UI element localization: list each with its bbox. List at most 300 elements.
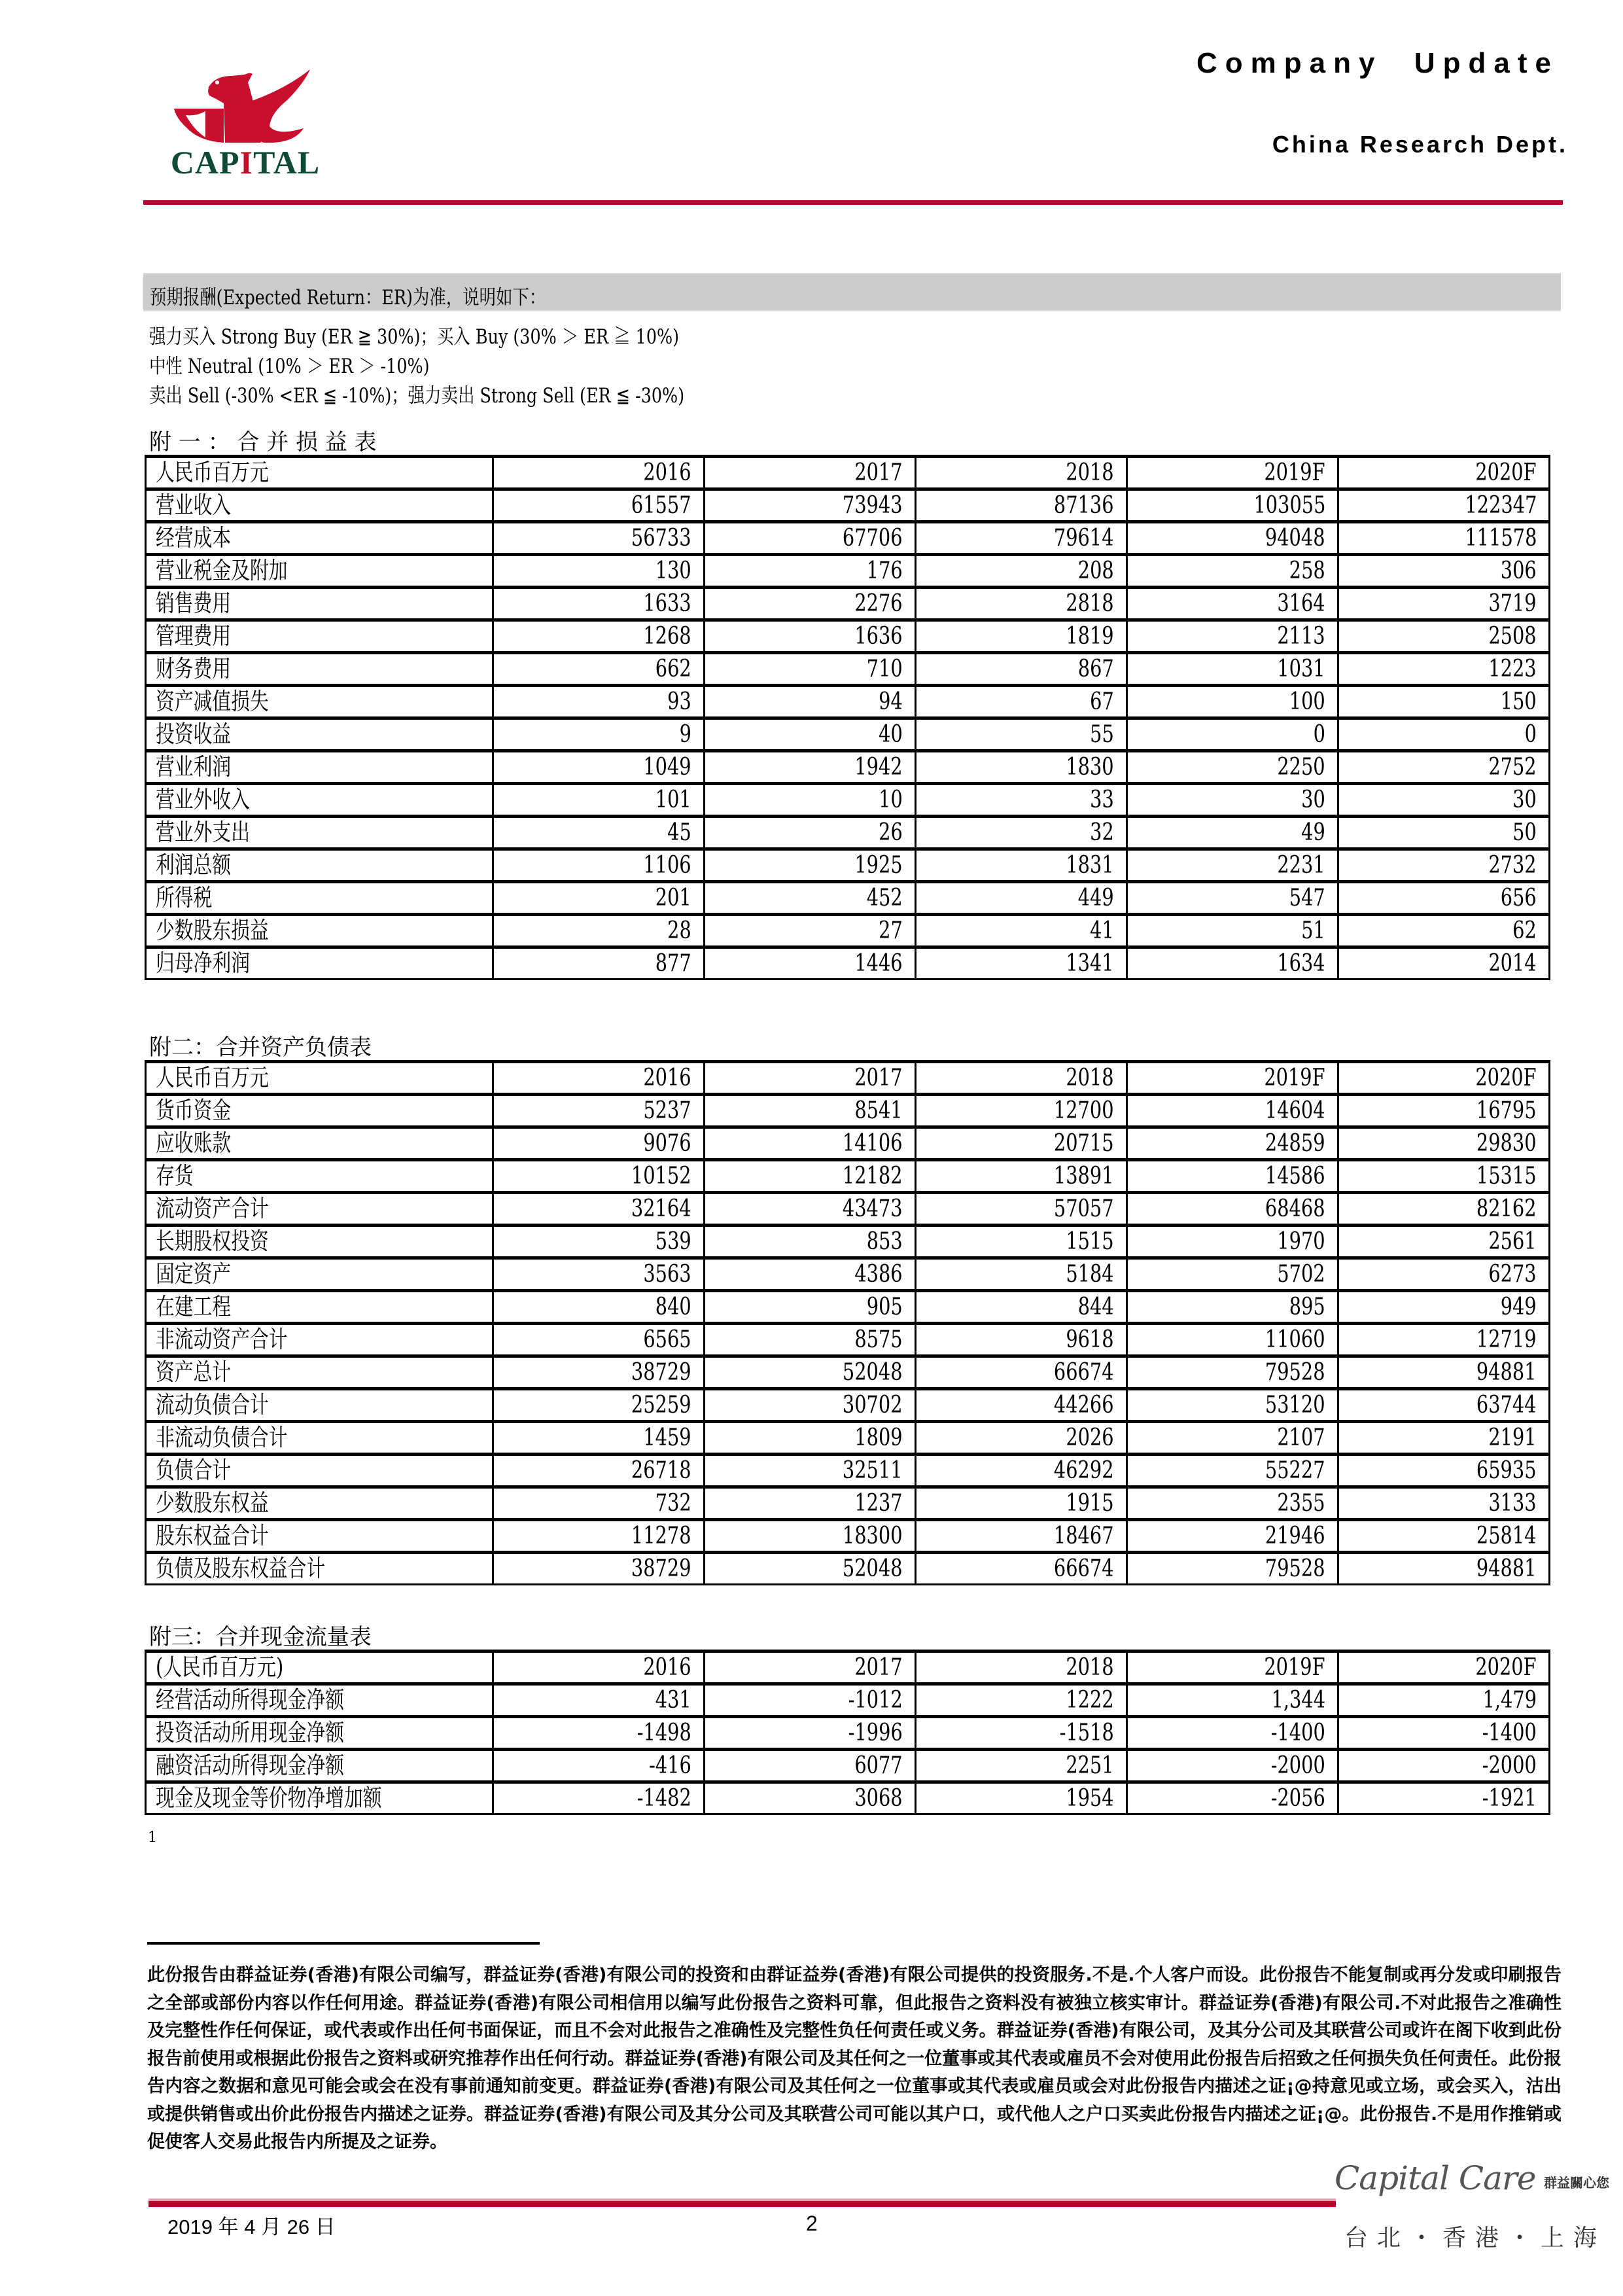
capital-care-logo (1335, 2159, 1609, 2205)
value-cell (1127, 1782, 1338, 1814)
value-cell (705, 817, 916, 849)
cell-value: 67 (1090, 688, 1114, 715)
table-row (146, 1095, 1550, 1127)
footer-divider (148, 2201, 1336, 2207)
cell-label: 利润总额 (156, 851, 232, 879)
value-cell (1338, 1226, 1550, 1258)
cell-value: -1400 (1482, 1719, 1537, 1746)
cell-value: 73943 (843, 491, 903, 519)
cell-value: 1222 (1066, 1686, 1114, 1714)
cell-value: 877 (655, 949, 691, 977)
row-label-cell (146, 1422, 493, 1455)
cell-label: 营业税金及附加 (156, 557, 288, 584)
value-cell (1127, 555, 1338, 588)
table-row (146, 1553, 1550, 1585)
cell-value: 1925 (854, 851, 903, 879)
cell-label: 营业利润 (156, 753, 232, 781)
cell-value: 895 (1289, 1293, 1325, 1320)
value-cell (1127, 751, 1338, 784)
value-cell (705, 1291, 916, 1324)
cell-value: 61557 (631, 491, 691, 519)
report-date: 2019 年 4 月 26 日 (167, 2216, 336, 2238)
cell-value: 3719 (1488, 590, 1537, 617)
table-row (146, 1782, 1550, 1814)
footnote-divider (147, 1942, 540, 1945)
cell-value: 15315 (1476, 1162, 1537, 1190)
value-cell (1127, 849, 1338, 882)
value-cell (1127, 686, 1338, 718)
unit-header-cell (146, 1062, 493, 1095)
value-cell (916, 1520, 1127, 1553)
table-header-row (146, 457, 1550, 489)
cell-value: 2019F (1264, 1653, 1325, 1681)
cell-value: 1446 (854, 949, 903, 977)
cell-label: 人民币百万元 (156, 1064, 269, 1091)
row-label-cell (146, 1487, 493, 1520)
cell-value: 1237 (854, 1489, 903, 1517)
value-cell (705, 1422, 916, 1455)
value-cell (493, 947, 705, 980)
cell-value: 1634 (1277, 949, 1325, 977)
row-label-cell (146, 1356, 493, 1389)
row-label-cell (146, 522, 493, 555)
page-number: 2 (806, 2212, 818, 2235)
year-header-cell (1127, 1062, 1338, 1095)
cell-value: 18300 (843, 1522, 903, 1549)
rating-line: 卖出 Sell (-30% <ER ≦ -10%)；强力卖出 Strong Sell (ER ≦ -30%) (149, 384, 685, 408)
value-cell (916, 947, 1127, 980)
row-label-cell (146, 653, 493, 686)
cell-value: 49 (1301, 819, 1325, 846)
cell-value: 1515 (1066, 1227, 1114, 1255)
cell-value: 547 (1289, 884, 1325, 911)
row-label-cell (146, 686, 493, 718)
row-label-cell (146, 1455, 493, 1487)
cell-label: 营业收入 (156, 491, 232, 519)
value-cell (916, 1553, 1127, 1585)
cell-label: 少数股东损益 (156, 917, 269, 944)
table-row (146, 1193, 1550, 1226)
cell-value: 100 (1289, 688, 1325, 715)
row-label-cell (146, 1226, 493, 1258)
cell-value: 0 (1313, 720, 1325, 748)
cell-value: 2016 (643, 459, 691, 486)
cell-value: 16795 (1476, 1097, 1537, 1124)
value-cell (916, 522, 1127, 555)
cell-value: 1830 (1066, 753, 1114, 781)
cell-value: 732 (655, 1489, 691, 1517)
row-label-cell (146, 751, 493, 784)
cell-value: 79528 (1265, 1555, 1325, 1582)
cell-value: 12182 (843, 1162, 903, 1190)
cell-value: 258 (1289, 557, 1325, 584)
value-cell (493, 751, 705, 784)
year-header-cell (1338, 1062, 1550, 1095)
value-cell (493, 1553, 705, 1585)
cell-value: 2019F (1264, 459, 1325, 486)
value-cell (705, 686, 916, 718)
row-label-cell (146, 555, 493, 588)
cell-label: 经营成本 (156, 524, 232, 552)
cell-value: 710 (867, 655, 903, 682)
cell-value: 2732 (1488, 851, 1537, 879)
value-cell (1127, 1717, 1338, 1750)
cell-value: 52048 (843, 1358, 903, 1386)
value-cell (1338, 1520, 1550, 1553)
table-row (146, 1324, 1550, 1356)
table-row (146, 1258, 1550, 1291)
cell-label: 非流动资产合计 (156, 1326, 288, 1353)
cell-value: 79614 (1054, 524, 1114, 552)
cell-value: 9076 (643, 1129, 691, 1157)
year-header-cell (1127, 457, 1338, 489)
cell-label: 少数股东权益 (156, 1489, 269, 1517)
table-row (146, 1422, 1550, 1455)
cell-value: 5184 (1066, 1260, 1114, 1288)
cell-value: 94 (879, 688, 903, 715)
cell-value: 12719 (1476, 1326, 1537, 1353)
value-cell (1338, 653, 1550, 686)
value-cell (493, 1258, 705, 1291)
table-row (146, 1356, 1550, 1389)
cell-value: 840 (655, 1293, 691, 1320)
cell-value: 122347 (1465, 491, 1537, 519)
cell-value: -1482 (637, 1784, 691, 1812)
value-cell (916, 1782, 1127, 1814)
value-cell (916, 1160, 1127, 1193)
cell-value: 0 (1524, 720, 1537, 748)
header-divider (143, 200, 1563, 205)
value-cell (493, 849, 705, 882)
cell-label: 应收账款 (156, 1129, 232, 1157)
cell-value: 2191 (1488, 1424, 1537, 1451)
value-cell (493, 1127, 705, 1160)
cell-value: 3133 (1488, 1489, 1537, 1517)
value-cell (705, 915, 916, 947)
value-cell (1127, 882, 1338, 915)
cell-value: 208 (1078, 557, 1114, 584)
value-cell (493, 718, 705, 751)
cell-value: 14604 (1265, 1097, 1325, 1124)
cell-value: 8575 (854, 1326, 903, 1353)
capital-care-cn: 群益關心您 (1544, 2175, 1609, 2191)
value-cell (1338, 915, 1550, 947)
cell-value: 2276 (854, 590, 903, 617)
cell-value: 30702 (843, 1391, 903, 1419)
cell-value: 1942 (854, 753, 903, 781)
cell-value: 11278 (631, 1522, 691, 1549)
cell-value: 2017 (854, 1064, 903, 1091)
cell-value: 79528 (1265, 1358, 1325, 1386)
row-label-cell (146, 1193, 493, 1226)
office-cities: 台北・香港・上海 (1344, 2225, 1607, 2252)
cell-label: 营业外收入 (156, 786, 251, 813)
value-cell (705, 1095, 916, 1127)
value-cell (1127, 522, 1338, 555)
cell-value: 306 (1501, 557, 1537, 584)
value-cell (916, 1422, 1127, 1455)
value-cell (705, 751, 916, 784)
unit-header-cell (146, 1651, 493, 1684)
cell-value: 55227 (1265, 1457, 1325, 1484)
cell-value: 2113 (1277, 622, 1325, 650)
cell-label: 人民币百万元 (156, 459, 269, 486)
cell-value: 844 (1078, 1293, 1114, 1320)
balance-sheet-title: 附二：合并资产负债表 (149, 1034, 372, 1061)
table-row (146, 1389, 1550, 1422)
cell-value: 33 (1090, 786, 1114, 813)
cell-value: 6273 (1488, 1260, 1537, 1288)
value-cell (916, 1324, 1127, 1356)
value-cell (916, 588, 1127, 620)
cell-value: 3563 (643, 1260, 691, 1288)
cell-value: 2107 (1277, 1424, 1325, 1451)
table-header-row (146, 1651, 1550, 1684)
cell-value: 26718 (631, 1457, 691, 1484)
cell-value: 40 (879, 720, 903, 748)
cell-value: 65935 (1476, 1457, 1537, 1484)
cell-value: 82162 (1476, 1195, 1537, 1222)
cell-value: 55 (1090, 720, 1114, 748)
unit-header-cell (146, 457, 493, 489)
value-cell (1338, 1291, 1550, 1324)
cell-value: 52048 (843, 1555, 903, 1582)
cell-value: 87136 (1054, 491, 1114, 519)
cell-value: 130 (655, 557, 691, 584)
capital-logo (147, 64, 344, 181)
value-cell (916, 686, 1127, 718)
value-cell (1127, 1389, 1338, 1422)
value-cell (916, 718, 1127, 751)
cell-value: 867 (1078, 655, 1114, 682)
cell-value: 1636 (854, 622, 903, 650)
cell-value: 20715 (1054, 1129, 1114, 1157)
cell-value: 32 (1090, 819, 1114, 846)
table-row (146, 718, 1550, 751)
value-cell (1338, 882, 1550, 915)
year-header-cell (916, 457, 1127, 489)
value-cell (1127, 1291, 1338, 1324)
cell-value: 2014 (1488, 949, 1537, 977)
row-label-cell (146, 1127, 493, 1160)
value-cell (493, 686, 705, 718)
value-cell (1338, 1553, 1550, 1585)
value-cell (493, 620, 705, 653)
logo-wordmark: CAPITAL (170, 144, 321, 181)
balance-sheet-table (145, 1060, 1550, 1585)
report-type-title: Company Update (1196, 47, 1559, 79)
cell-value: 539 (655, 1227, 691, 1255)
value-cell (705, 1356, 916, 1389)
cell-label: 销售费用 (156, 590, 232, 617)
value-cell (916, 555, 1127, 588)
value-cell (916, 1356, 1127, 1389)
table-header-row (146, 1062, 1550, 1095)
cell-value: 101 (655, 786, 691, 813)
year-header-cell (1338, 1651, 1550, 1684)
table-row (146, 1717, 1550, 1750)
cell-value: 1031 (1277, 655, 1325, 682)
table-row (146, 1520, 1550, 1553)
value-cell (1338, 849, 1550, 882)
cell-value: 201 (655, 884, 691, 911)
cell-value: 2020F (1475, 1064, 1537, 1091)
cell-value: 2018 (1066, 459, 1114, 486)
year-header-cell (916, 1062, 1127, 1095)
cell-value: 5237 (643, 1097, 691, 1124)
row-label-cell (146, 588, 493, 620)
cell-value: 2026 (1066, 1424, 1114, 1451)
row-label-cell (146, 1717, 493, 1750)
cell-value: 30 (1512, 786, 1537, 813)
row-label-cell (146, 882, 493, 915)
value-cell (493, 784, 705, 817)
cell-value: 2016 (643, 1064, 691, 1091)
value-cell (916, 489, 1127, 522)
row-label-cell (146, 915, 493, 947)
table-row (146, 882, 1550, 915)
value-cell (916, 1750, 1127, 1782)
cell-value: 66674 (1054, 1555, 1114, 1582)
value-cell (493, 915, 705, 947)
cell-label: 长期股权投资 (156, 1227, 269, 1255)
year-header-cell (493, 457, 705, 489)
cell-value: 13891 (1054, 1162, 1114, 1190)
cell-value: 8541 (854, 1097, 903, 1124)
cell-value: 25814 (1476, 1522, 1537, 1549)
cell-value: 3068 (854, 1784, 903, 1812)
row-label-cell (146, 1095, 493, 1127)
value-cell (1127, 718, 1338, 751)
cell-value: 28 (667, 917, 691, 944)
table-row (146, 849, 1550, 882)
value-cell (705, 588, 916, 620)
cell-value: 2250 (1277, 753, 1325, 781)
cell-value: 56733 (631, 524, 691, 552)
cell-label: 存货 (156, 1162, 194, 1190)
value-cell (1338, 1356, 1550, 1389)
cell-value: 44266 (1054, 1391, 1114, 1419)
value-cell (1127, 489, 1338, 522)
cell-value: 94881 (1476, 1555, 1537, 1582)
cell-value: 2020F (1475, 459, 1537, 486)
cell-value: 46292 (1054, 1457, 1114, 1484)
value-cell (916, 784, 1127, 817)
value-cell (493, 1193, 705, 1226)
cell-value: 1,479 (1482, 1686, 1537, 1714)
value-cell (493, 1487, 705, 1520)
table-row (146, 817, 1550, 849)
cell-value: 10152 (631, 1162, 691, 1190)
row-label-cell (146, 784, 493, 817)
value-cell (1127, 915, 1338, 947)
value-cell (1338, 1258, 1550, 1291)
cell-value: 1970 (1277, 1227, 1325, 1255)
value-cell (705, 718, 916, 751)
value-cell (493, 1520, 705, 1553)
cell-value: 66674 (1054, 1358, 1114, 1386)
cell-label: 股东权益合计 (156, 1522, 269, 1549)
row-label-cell (146, 620, 493, 653)
cell-value: 150 (1501, 688, 1537, 715)
griffin-logo-icon (147, 64, 344, 146)
cell-value: 1106 (643, 851, 691, 879)
cell-label: 负债及股东权益合计 (156, 1555, 326, 1582)
capital-care-script: Capital Care (1335, 2159, 1536, 2197)
value-cell (1338, 1717, 1550, 1750)
value-cell (916, 882, 1127, 915)
cell-label: 流动负债合计 (156, 1391, 269, 1419)
value-cell (493, 588, 705, 620)
value-cell (493, 1226, 705, 1258)
cell-label: 货币资金 (156, 1097, 232, 1124)
cell-value: 662 (655, 655, 691, 682)
value-cell (705, 1750, 916, 1782)
row-label-cell (146, 1291, 493, 1324)
rating-line: 中性 Neutral (10% ＞ ER ＞ -10%) (149, 355, 430, 378)
table-row (146, 489, 1550, 522)
year-header-cell (916, 1651, 1127, 1684)
cell-value: 14106 (843, 1129, 903, 1157)
cell-label: 资产总计 (156, 1358, 232, 1386)
value-cell (1338, 1095, 1550, 1127)
value-cell (1127, 1324, 1338, 1356)
cell-value: -1498 (637, 1719, 691, 1746)
value-cell (1127, 947, 1338, 980)
value-cell (493, 817, 705, 849)
cell-value: 53120 (1265, 1391, 1325, 1419)
value-cell (916, 1193, 1127, 1226)
cell-value: 11060 (1265, 1326, 1325, 1353)
value-cell (1338, 1455, 1550, 1487)
table-row (146, 1160, 1550, 1193)
cell-value: 2561 (1488, 1227, 1537, 1255)
value-cell (916, 1389, 1127, 1422)
value-cell (705, 1455, 916, 1487)
cell-value: 1341 (1066, 949, 1114, 977)
value-cell (1338, 1160, 1550, 1193)
value-cell (916, 1487, 1127, 1520)
value-cell (705, 489, 916, 522)
table-row (146, 1291, 1550, 1324)
value-cell (705, 1127, 916, 1160)
department-label: China Research Dept. (1272, 131, 1568, 158)
cell-value: 12700 (1054, 1097, 1114, 1124)
cell-value: 103055 (1253, 491, 1325, 519)
table-row (146, 653, 1550, 686)
cell-label: 非流动负债合计 (156, 1424, 288, 1451)
cell-value: 18467 (1054, 1522, 1114, 1549)
cell-value: 45 (667, 819, 691, 846)
row-label-cell (146, 1553, 493, 1585)
cell-value: 4386 (854, 1260, 903, 1288)
row-label-cell (146, 947, 493, 980)
cell-value: 67706 (843, 524, 903, 552)
value-cell (1338, 489, 1550, 522)
cell-value: 5702 (1277, 1260, 1325, 1288)
cell-value: 6565 (643, 1326, 691, 1353)
cell-value: 1,344 (1271, 1686, 1325, 1714)
value-cell (705, 1324, 916, 1356)
value-cell (493, 1422, 705, 1455)
cell-value: 9 (679, 720, 691, 748)
value-cell (1338, 686, 1550, 718)
rating-line: 强力买入 Strong Buy (ER ≧ 30%)；买入 Buy (30% ＞ ER ≧ 10%) (149, 325, 680, 349)
cell-value: 2017 (854, 1653, 903, 1681)
value-cell (1127, 620, 1338, 653)
cell-value: 93 (667, 688, 691, 715)
value-cell (1127, 1095, 1338, 1127)
